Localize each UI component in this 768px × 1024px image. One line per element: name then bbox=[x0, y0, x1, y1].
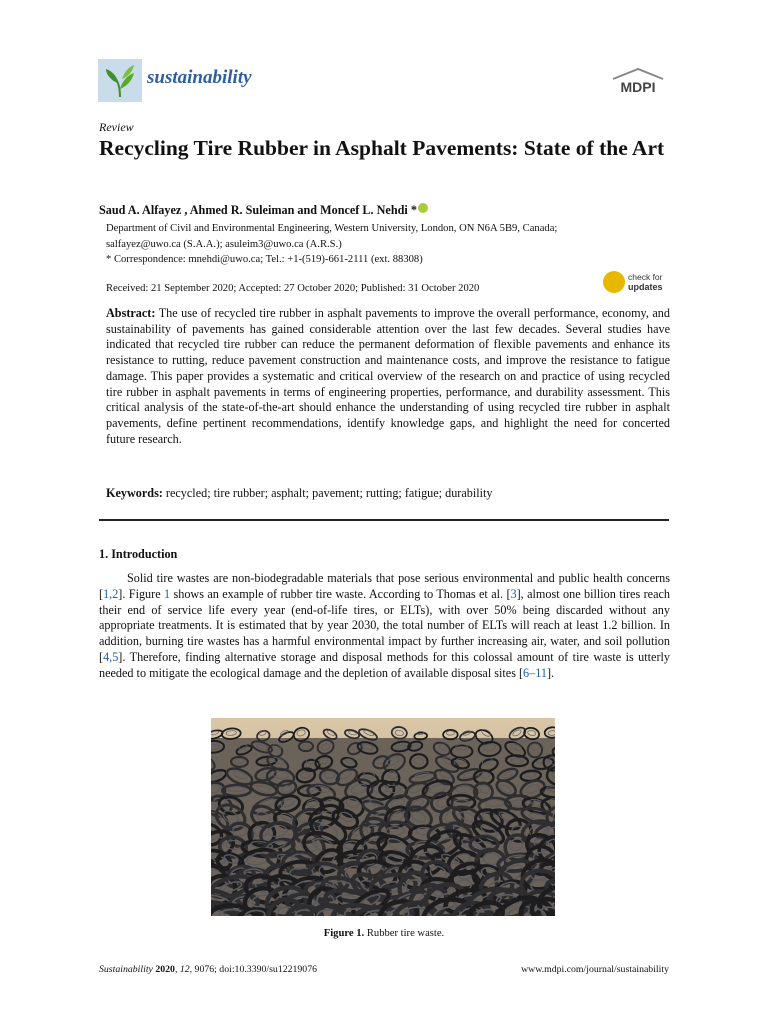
keywords-text: recycled; tire rubber; asphalt; pavement; rutting; fatigue; durability bbox=[162, 486, 493, 500]
article-title: Recycling Tire Rubber in Asphalt Pavements: State of the Art bbox=[99, 136, 665, 160]
affiliation-line: Department of Civil and Environmental Engineering, Western University, London, ON N6A 5B9, Canada; bbox=[106, 223, 558, 234]
journal-name: sustainability bbox=[147, 67, 252, 88]
abstract-text: The use of recycled tire rubber in asphalt pavements to improve the overall performance, economy, and sustainability of pavements has gained considerable attention over the last few decades. Several studies have indicated that recycled tire rubber can reduce the permanent deformation of flexible pavements and enhance its resistance to rutting, reduce pavement construction and maintenance costs, and improve the resistance to fatigue damage. This paper provides a systematic and critical overview of the research on and practice of using recycled tire rubber in asphalt pavements in terms of engineering properties, performance, and durability assessment. This critical analysis of the state-of-the-art should enhance the understanding of using recycled tire rubber in asphalt pavements, define pertinent recommendations, identify knowledge gaps, and highlight the need for concerted future research. bbox=[106, 306, 670, 446]
abstract-label: Abstract: bbox=[106, 306, 156, 320]
keywords-label: Keywords: bbox=[106, 486, 163, 500]
authors-text: Saud A. Alfayez , Ahmed R. Suleiman and Moncef L. Nehdi * bbox=[99, 203, 417, 217]
journal-logo bbox=[98, 59, 142, 102]
publisher-name: MDPI bbox=[620, 79, 656, 95]
abstract bbox=[106, 306, 670, 447]
check-updates-icon bbox=[603, 271, 625, 293]
footer-journal: Sustainability bbox=[99, 964, 153, 975]
email-line: salfayez@uwo.ca (S.A.A.); asuleim3@uwo.ca (A.R.S.) bbox=[106, 238, 342, 250]
publisher-logo bbox=[609, 67, 667, 97]
footer-doi: , 9076; doi:10.3390/su12219076 bbox=[189, 964, 318, 975]
journal-url[interactable]: www.mdpi.com/journal/sustainability bbox=[521, 964, 669, 975]
citation-footer: Sustainability 2020, 12, 9076; doi:10.3390/su12219076 bbox=[99, 964, 318, 975]
divider bbox=[99, 519, 669, 521]
intro-text: ]. Figure bbox=[118, 586, 165, 601]
intro-text: shows an example of rubber tire waste. According to Thomas et al. [ bbox=[170, 586, 511, 601]
tire-waste-photo bbox=[211, 718, 555, 916]
affiliation-block bbox=[106, 221, 676, 268]
footer-year: 2020 bbox=[155, 964, 175, 975]
footer-volume: 12 bbox=[179, 964, 190, 975]
figure-caption bbox=[0, 928, 768, 939]
figure-caption-text: Rubber tire waste. bbox=[364, 928, 445, 939]
check-for-updates-badge[interactable] bbox=[603, 271, 673, 295]
keywords bbox=[106, 486, 493, 501]
citation-link[interactable]: 1,2 bbox=[103, 586, 119, 601]
orcid-icon[interactable] bbox=[418, 203, 428, 213]
updates-label: updates bbox=[628, 282, 663, 292]
author-list bbox=[99, 203, 428, 218]
check-for-label: check for bbox=[628, 272, 663, 282]
correspondence-line: * Correspondence: mnehdi@uwo.ca; Tel.: +1-(519)-661-2111 (ext. 88308) bbox=[106, 254, 423, 265]
leaf-icon bbox=[98, 59, 142, 102]
citation-link[interactable]: 4,5 bbox=[103, 649, 119, 664]
intro-paragraph bbox=[99, 571, 670, 682]
citation-link[interactable]: 3 bbox=[510, 586, 517, 601]
section-heading: 1. Introduction bbox=[99, 547, 178, 561]
article-type: Review bbox=[99, 120, 134, 134]
publication-dates: Received: 21 September 2020; Accepted: 27 October 2020; Published: 31 October 2020 bbox=[106, 283, 480, 294]
intro-text: ], almost one billion tires reach their end of service life every year (end-of-life tires, or ELTs), with over 50% being discarded without any appropriate treatments. It is estimated that by year 2030, the total number of ELTs will reach at least 1.2 billion. In addition, burning tire wastes has a harmful environmental impact by further increasing air, water, and soil pollution [ bbox=[99, 586, 670, 664]
citation-link[interactable]: 6–11 bbox=[523, 665, 547, 680]
intro-text: Solid tire wastes are non-biodegradable materials that pose serious environmental and public health concerns [ bbox=[99, 571, 670, 601]
figure-label: Figure 1. bbox=[323, 928, 365, 939]
figure-link[interactable]: 1 bbox=[164, 586, 171, 601]
intro-text: ]. bbox=[546, 665, 555, 680]
intro-text: ]. Therefore, finding alternative storage and disposal methods for this colossal amount of tire waste is utterly needed to mitigate the ecological damage and the depletion of available disposal sites [ bbox=[99, 649, 670, 680]
